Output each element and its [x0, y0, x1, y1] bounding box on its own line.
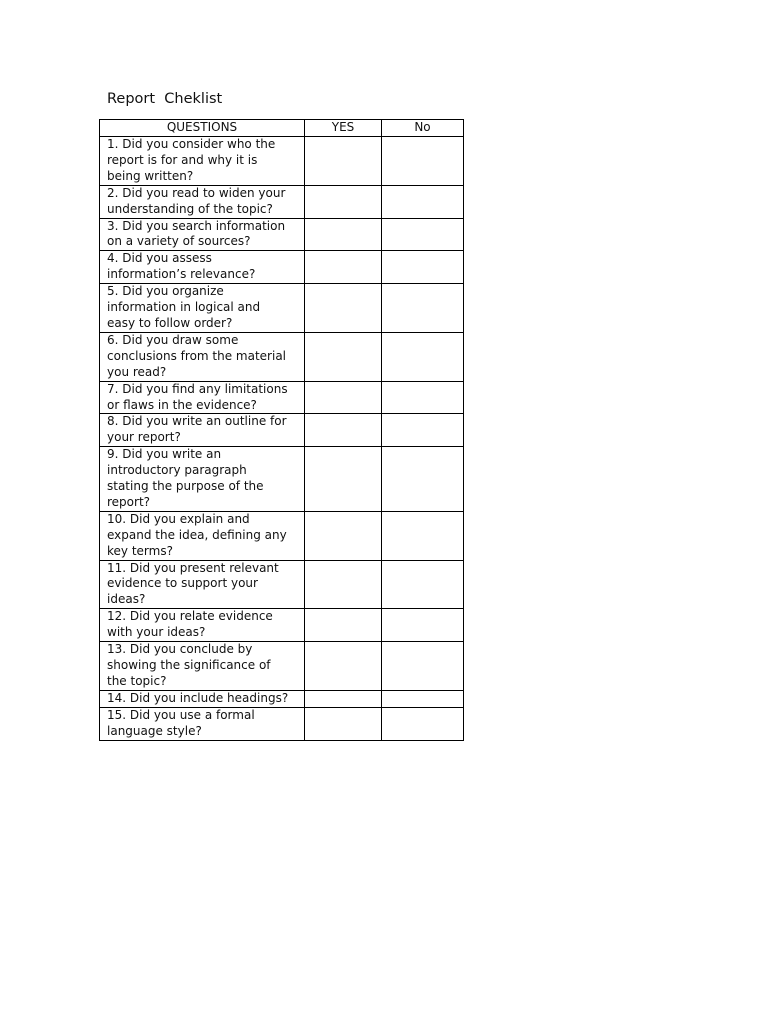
- no-cell[interactable]: [382, 332, 464, 381]
- question-cell: 8. Did you write an outline for your report?: [100, 414, 305, 447]
- no-cell[interactable]: [382, 414, 464, 447]
- yes-cell[interactable]: [305, 137, 382, 186]
- no-cell[interactable]: [382, 284, 464, 333]
- question-cell: 1. Did you consider who the report is for and why it is being written?: [100, 137, 305, 186]
- yes-cell[interactable]: [305, 185, 382, 218]
- table-row: [100, 137, 464, 186]
- checklist-table: [99, 119, 464, 741]
- table-row: [100, 447, 464, 512]
- table-row: [100, 218, 464, 251]
- table-row: [100, 690, 464, 707]
- yes-cell[interactable]: [305, 707, 382, 740]
- table-header-row: [100, 120, 464, 137]
- table-row: [100, 332, 464, 381]
- table-row: [100, 707, 464, 740]
- table-row: [100, 609, 464, 642]
- yes-cell[interactable]: [305, 642, 382, 691]
- no-cell[interactable]: [382, 381, 464, 414]
- yes-cell[interactable]: [305, 251, 382, 284]
- no-cell[interactable]: [382, 642, 464, 691]
- no-cell[interactable]: [382, 690, 464, 707]
- no-cell[interactable]: [382, 447, 464, 512]
- no-cell[interactable]: [382, 218, 464, 251]
- yes-cell[interactable]: [305, 609, 382, 642]
- no-cell[interactable]: [382, 609, 464, 642]
- header-questions: QUESTIONS: [100, 120, 305, 137]
- question-cell: 2. Did you read to widen your understanding of the topic?: [100, 185, 305, 218]
- question-cell: 12. Did you relate evidence with your ideas?: [100, 609, 305, 642]
- table-row: [100, 251, 464, 284]
- question-cell: 11. Did you present relevant evidence to support your ideas?: [100, 560, 305, 609]
- yes-cell[interactable]: [305, 560, 382, 609]
- question-cell: 15. Did you use a formal language style?: [100, 707, 305, 740]
- yes-cell[interactable]: [305, 218, 382, 251]
- header-yes: YES: [305, 120, 382, 137]
- no-cell[interactable]: [382, 137, 464, 186]
- question-cell: 13. Did you conclude by showing the significance of the topic?: [100, 642, 305, 691]
- table-row: [100, 414, 464, 447]
- question-cell: 7. Did you find any limitations or flaws in the evidence?: [100, 381, 305, 414]
- question-cell: 3. Did you search information on a variety of sources?: [100, 218, 305, 251]
- page-title: Report Cheklist: [107, 91, 223, 107]
- table-row: [100, 511, 464, 560]
- no-cell[interactable]: [382, 560, 464, 609]
- table-row: [100, 381, 464, 414]
- yes-cell[interactable]: [305, 690, 382, 707]
- yes-cell[interactable]: [305, 511, 382, 560]
- question-cell: 6. Did you draw some conclusions from the material you read?: [100, 332, 305, 381]
- question-cell: 10. Did you explain and expand the idea, defining any key terms?: [100, 511, 305, 560]
- no-cell[interactable]: [382, 511, 464, 560]
- question-cell: 14. Did you include headings?: [100, 690, 305, 707]
- table-row: [100, 642, 464, 691]
- no-cell[interactable]: [382, 185, 464, 218]
- yes-cell[interactable]: [305, 414, 382, 447]
- table-body: [100, 137, 464, 741]
- table-row: [100, 560, 464, 609]
- table-row: [100, 284, 464, 333]
- question-cell: 4. Did you assess information’s relevance?: [100, 251, 305, 284]
- yes-cell[interactable]: [305, 284, 382, 333]
- yes-cell[interactable]: [305, 381, 382, 414]
- question-cell: 9. Did you write an introductory paragraph stating the purpose of the report?: [100, 447, 305, 512]
- question-cell: 5. Did you organize information in logical and easy to follow order?: [100, 284, 305, 333]
- table-row: [100, 185, 464, 218]
- no-cell[interactable]: [382, 707, 464, 740]
- no-cell[interactable]: [382, 251, 464, 284]
- header-no: No: [382, 120, 464, 137]
- yes-cell[interactable]: [305, 332, 382, 381]
- yes-cell[interactable]: [305, 447, 382, 512]
